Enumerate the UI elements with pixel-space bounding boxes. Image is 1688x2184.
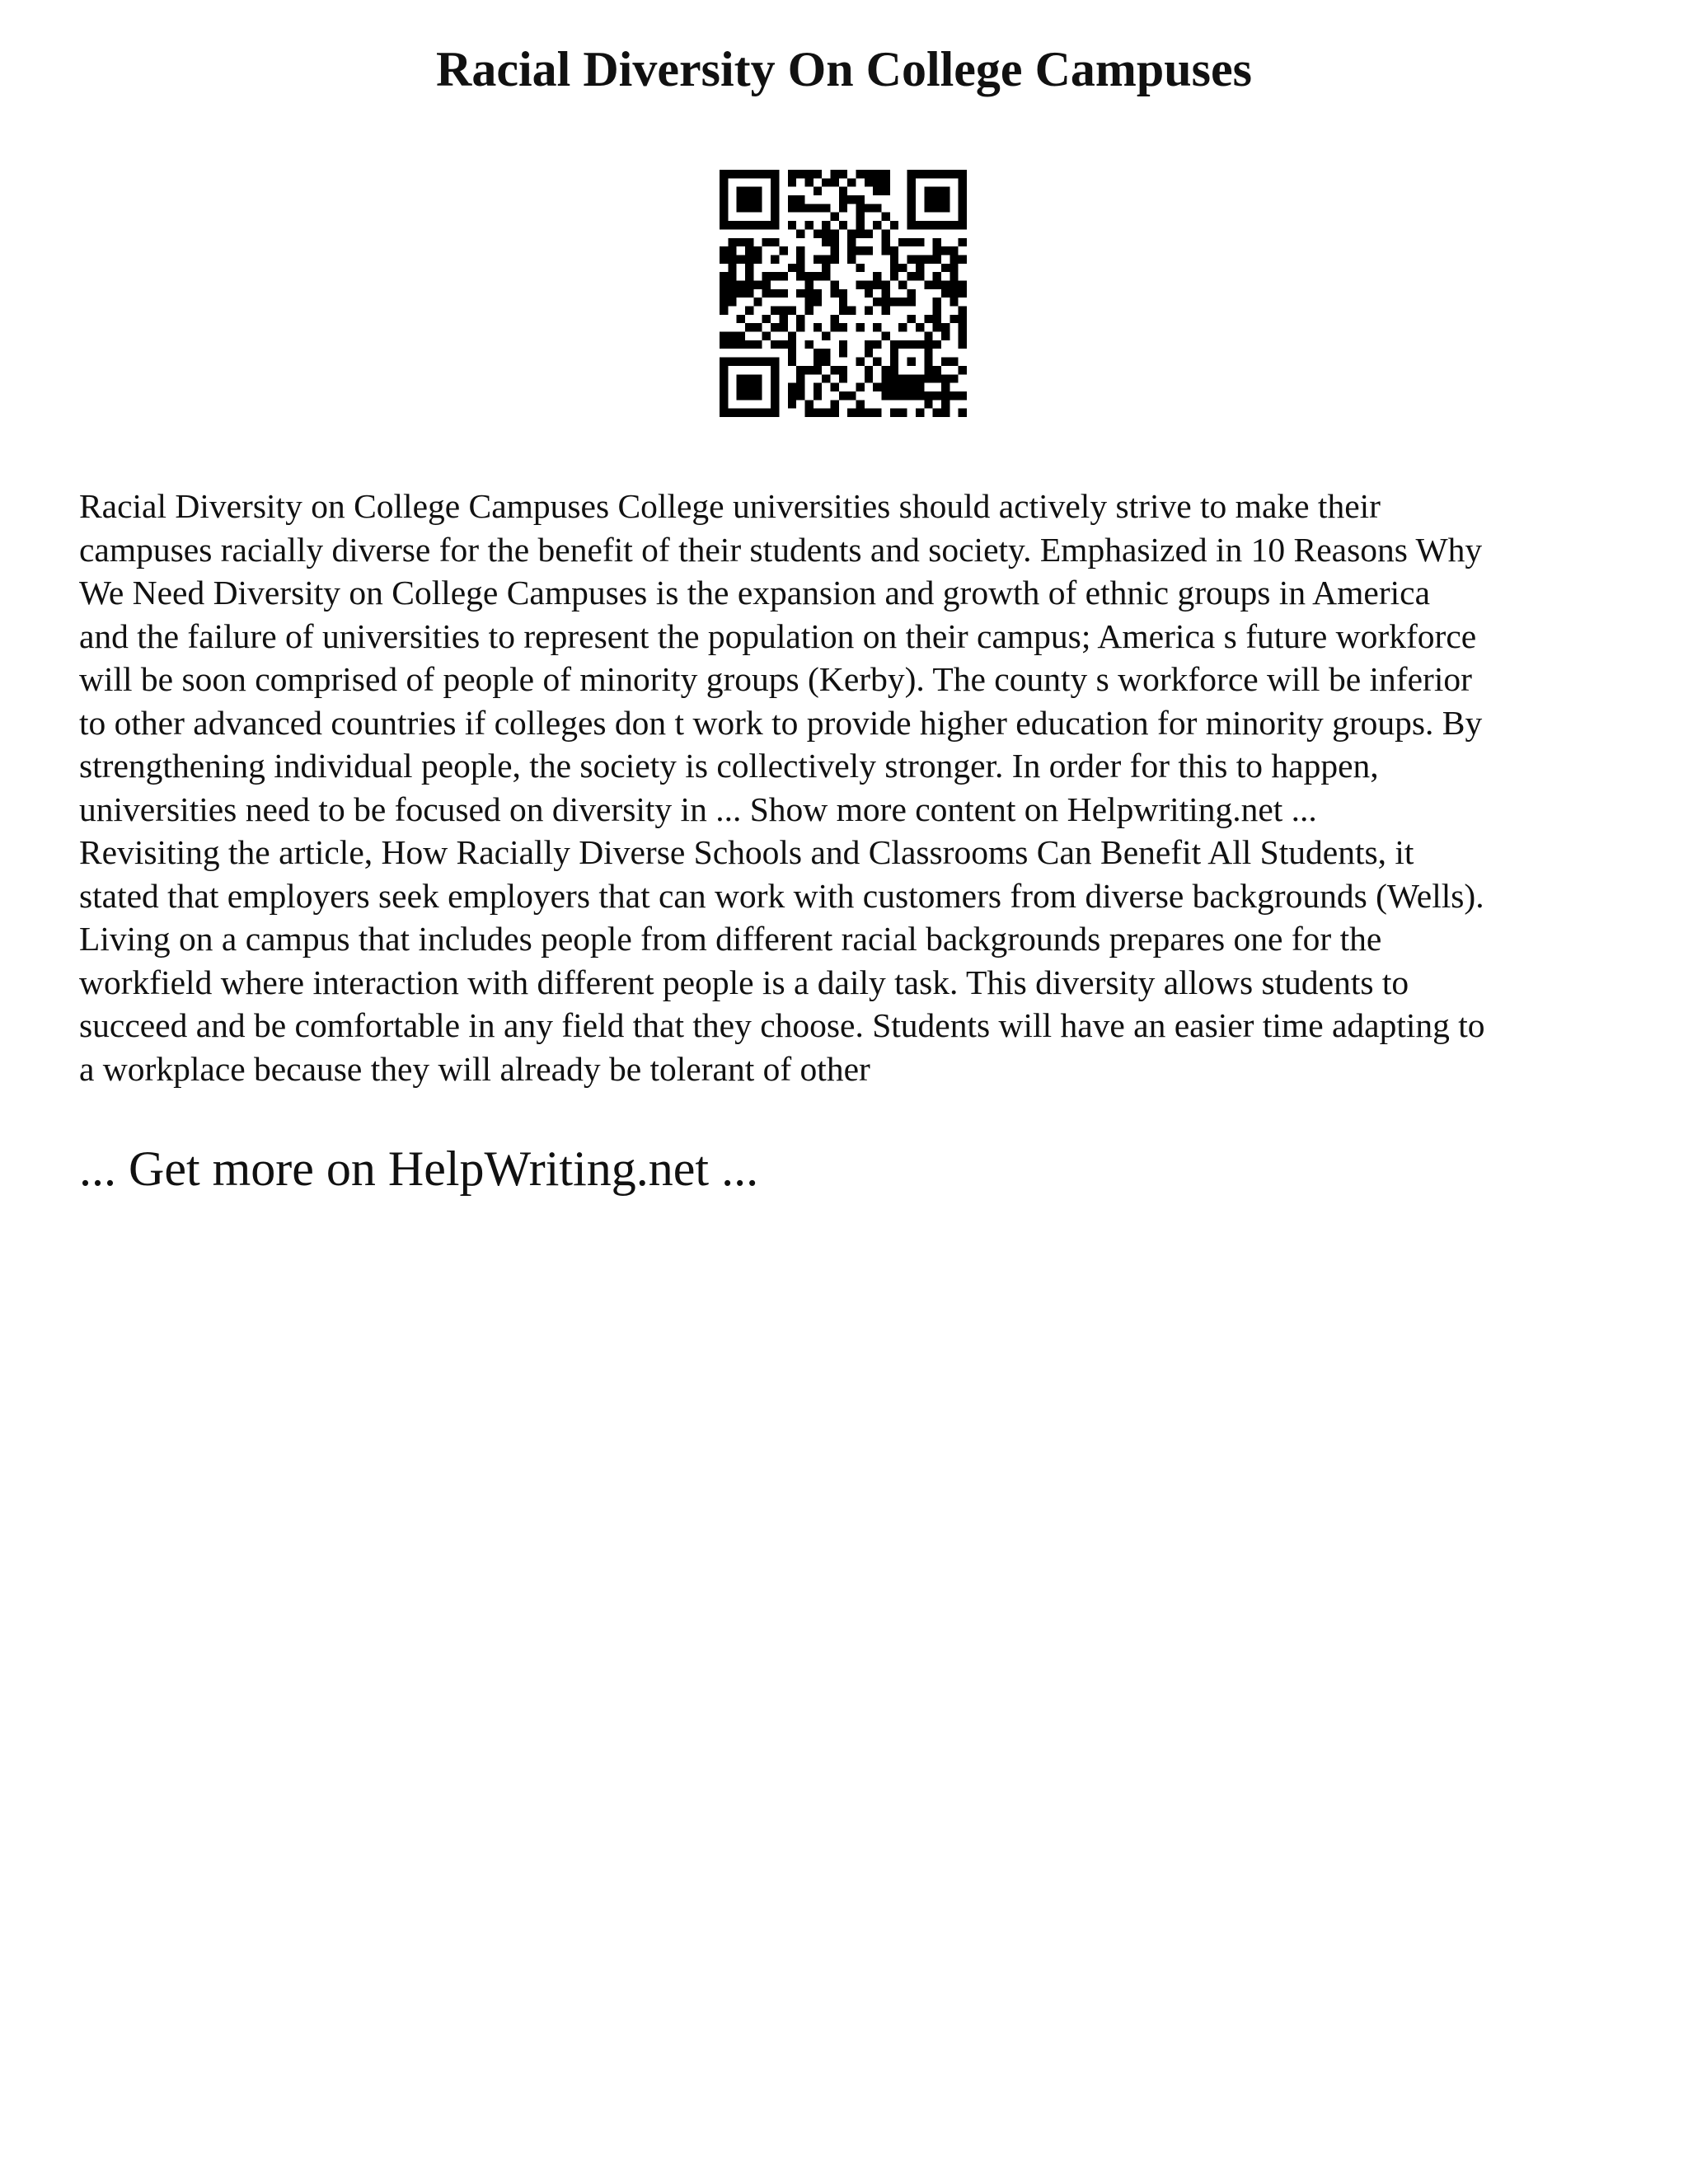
- get-more-link[interactable]: ... Get more on HelpWriting.net ...: [79, 1141, 759, 1196]
- essay-excerpt: Racial Diversity on College Campuses College universities should actively strive to make their campuses racially diverse for the benefit of their students and society. Emphasized in 10 Reasons Why We Need Diversity on College Campuses is the expansion and growth of ethnic groups in America and the failure of universities to represent the population on their campus; America s future workforce will be soon comprised of people of minority groups (Kerby). The county s workforce will be inferior to other advanced countries if colleges don t work to provide higher education for minority groups. By strengthening individual people, the society is collectively stronger. In order for this to happen, universities need to be focused on diversity in ... Show more content on Helpwriting.net ... Revisiting the article, How Racially Diverse Schools and Classrooms Can Benefit All Students, it stated that employers seek employers that can work with customers from diverse backgrounds (Wells). Living on a campus that includes people from different racial backgrounds prepares one for the workfield where interaction with different people is a daily task. This diversity allows students to succeed and be comfortable in any field that they choose. Students will have an easier time adapting to a workplace because they will already be tolerant of other: [79, 487, 1485, 1088]
- page-title: Racial Diversity On College Campuses: [436, 42, 1252, 96]
- qr-code-icon: [720, 170, 967, 417]
